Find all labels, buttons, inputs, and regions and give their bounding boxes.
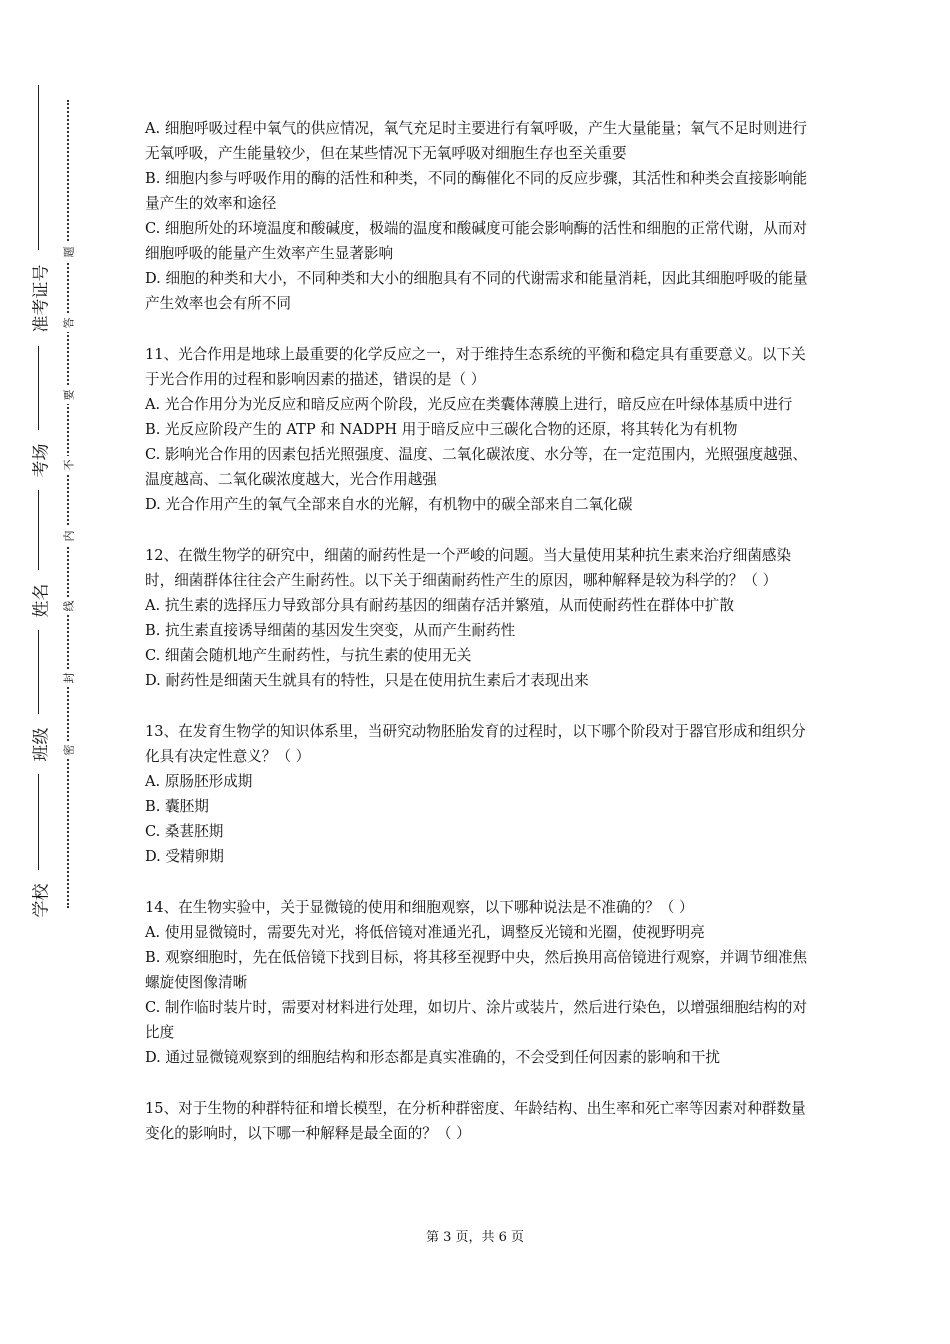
- seal-char: 不: [59, 456, 77, 474]
- seal-char: 要: [59, 386, 77, 404]
- seal-char: 密: [59, 741, 77, 759]
- option-a: A. 光合作用分为光反应和暗反应两个阶段，光反应在类囊体薄膜上进行，暗反应在叶绿体基质中进行: [145, 396, 793, 413]
- option-a: A. 细胞呼吸过程中氧气的供应情况，氧气充足时主要进行有氧呼吸，产生大量能量；氧气不足时则进行无氧呼吸，产生能量较少，但在某些情况下无氧呼吸对细胞生存也至关重要: [145, 120, 807, 162]
- option-d: D. 耐药性是细菌天生就具有的特性，只是在使用抗生素后才表现出来: [145, 672, 589, 689]
- question-stem: 14、在生物实验中，关于显微镜的使用和细胞观察，以下哪种说法是不准确的？（ ）: [145, 899, 694, 916]
- option-d: D. 通过显微镜观察到的细胞结构和形态都是真实准确的，不会受到任何因素的影响和干扰: [145, 1049, 721, 1066]
- question-stem: 12、在微生物学的研究中，细菌的耐药性是一个严峻的问题。当大量使用某种抗生素来治疗细菌感染时，细菌群体往往会产生耐药性。以下关于细菌耐药性产生的原因，哪种解释是较为科学的？（ ）: [145, 547, 792, 589]
- option-b: B. 光反应阶段产生的 ATP 和 NADPH 用于暗反应中三碳化合物的还原，将其转化为有机物: [145, 421, 738, 438]
- option-c: C. 制作临时装片时，需要对材料进行处理，如切片、涂片或装片，然后进行染色，以增强细胞结构的对比度: [145, 999, 808, 1041]
- option-c: C. 影响光合作用的因素包括光照强度、温度、二氧化碳浓度、水分等，在一定范围内，光照强度越强、温度越高、二氧化碳浓度越大，光合作用越强: [145, 446, 808, 488]
- seal-char: 线: [59, 597, 77, 615]
- option-a: A. 使用显微镜时，需要先对光，将低倍镜对准通光孔，调整反光镜和光圈，使视野明亮: [145, 924, 705, 941]
- option-d: D. 细胞的种类和大小，不同种类和大小的细胞具有不同的代谢需求和能量消耗，因此其细胞呼吸的能量产生效率也会有所不同: [145, 270, 808, 312]
- seal-char: 封: [59, 669, 77, 687]
- option-c: C. 细胞所处的环境温度和酸碱度，极端的温度和酸碱度可能会影响酶的活性和细胞的正常代谢，从而对细胞呼吸的能量产生效率产生显著影响: [145, 220, 808, 262]
- seal-char: 题: [59, 243, 77, 261]
- question-12: [145, 543, 810, 693]
- option-d: D. 受精卵期: [145, 848, 224, 865]
- option-a: A. 抗生素的选择压力导致部分具有耐药基因的细菌存活并繁殖，从而使耐药性在群体中扩散: [145, 597, 734, 614]
- class-label: 班级: [24, 714, 54, 774]
- question-list: [145, 116, 810, 1146]
- seal-char: 内: [59, 527, 77, 545]
- option-c: C. 桑葚胚期: [145, 823, 224, 840]
- option-d: D. 光合作用产生的氧气全部来自水的光解，有机物中的碳全部来自二氧化碳: [145, 496, 633, 513]
- page-footer: 第 3 页，共 6 页: [425, 1230, 525, 1245]
- admission-number-label: 准考证号: [24, 250, 54, 346]
- seal-char: 答: [59, 314, 77, 332]
- seal-dotted-line: [67, 100, 69, 908]
- question-stem: 15、对于生物的种群特征和增长模型，在分析种群密度、年龄结构、出生率和死亡率等因素对种群数量变化的影响时，以下哪一种解释是最全面的？（ ）: [145, 1100, 806, 1142]
- exam-room-label: 考场: [24, 430, 54, 490]
- question-15: [145, 1096, 810, 1146]
- question-10-continued: [145, 116, 810, 316]
- binding-margin-line: [38, 85, 39, 925]
- question-11: [145, 342, 810, 517]
- option-b: B. 细胞内参与呼吸作用的酶的活性和种类，不同的酶催化不同的反应步骤，其活性和种类会直接影响能量产生的效率和途径: [145, 170, 808, 212]
- option-b: B. 囊胚期: [145, 798, 209, 815]
- question-stem: 11、光合作用是地球上最重要的化学反应之一，对于维持生态系统的平衡和稳定具有重要意义。以下关于光合作用的过程和影响因素的描述，错误的是（ ）: [145, 346, 806, 388]
- option-b: B. 抗生素直接诱导细菌的基因发生突变，从而产生耐药性: [145, 622, 516, 639]
- option-b: B. 观察细胞时，先在低倍镜下找到目标，将其移至视野中央，然后换用高倍镜进行观察，并调节细准焦螺旋使图像清晰: [145, 949, 808, 991]
- question-13: [145, 719, 810, 869]
- school-label: 学校: [24, 870, 54, 930]
- question-stem: 13、在发育生物学的知识体系里，当研究动物胚胎发育的过程时，以下哪个阶段对于器官形成和组织分化具有决定性意义？（ ）: [145, 723, 806, 765]
- option-c: C. 细菌会随机地产生耐药性，与抗生素的使用无关: [145, 647, 472, 664]
- name-label: 姓名: [24, 570, 54, 630]
- question-14: [145, 895, 810, 1070]
- option-a: A. 原肠胚形成期: [145, 773, 253, 790]
